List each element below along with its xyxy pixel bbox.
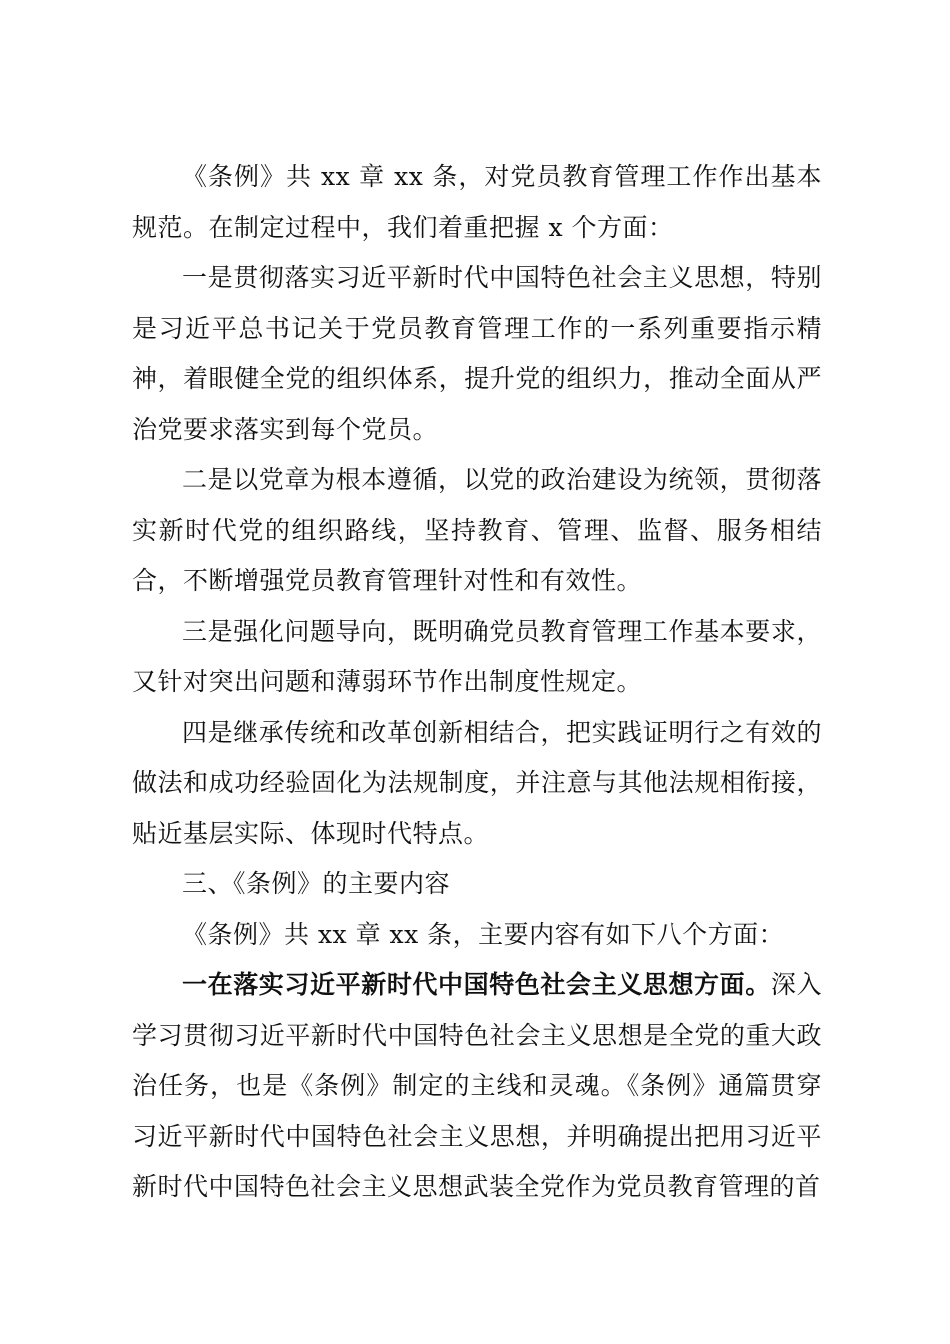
section-heading: 三、《条例》的主要内容 (182, 869, 451, 898)
paragraph-point-three: 三是强化问题导向，既明确党员教育管理工作基本要求，又针对突出问题和薄弱环节作出制度性规定。 (132, 616, 822, 696)
paragraph-intro: 《条例》共 xx 章 xx 条，主要内容有如下八个方面： (182, 919, 785, 949)
paragraph-overview: 《条例》共 xx 章 xx 条，对党员教育管理工作作出基本规范。在制定过程中，我们着重把握 x 个方面： (132, 162, 822, 242)
paragraph-point-one: 一是贯彻落实习近平新时代中国特色社会主义思想，特别是习近平总书记关于党员教育管理工作的一系列重要指示精神，着眼健全党的组织体系，提升党的组织力，推动全面从严治党要求落实到每个党员。 (132, 263, 822, 444)
document-page (132, 152, 822, 1213)
paragraph-point-four: 四是继承传统和改革创新相结合，把实践证明行之有效的做法和成功经验固化为法规制度，并注意与其他法规相衔接，贴近基层实际、体现时代特点。 (132, 717, 822, 848)
paragraph-lead: 一在落实习近平新时代中国特色社会主义思想方面。 (182, 970, 771, 999)
paragraph-body: 深入学习贯彻习近平新时代中国特色社会主义思想是全党的重大政治任务，也是《条例》制定的主线和灵魂。《条例》通篇贯穿习近平新时代中国特色社会主义思想，并明确提出把用习近平新时代中国特色社会主义思想武装全党作为党员教育管理的首 (132, 970, 822, 1201)
paragraph-content-one (132, 960, 822, 1213)
paragraph-point-two: 二是以党章为根本遵循，以党的政治建设为统领，贯彻落实新时代党的组织路线，坚持教育、管理、监督、服务相结合，不断增强党员教育管理针对性和有效性。 (132, 465, 822, 595)
